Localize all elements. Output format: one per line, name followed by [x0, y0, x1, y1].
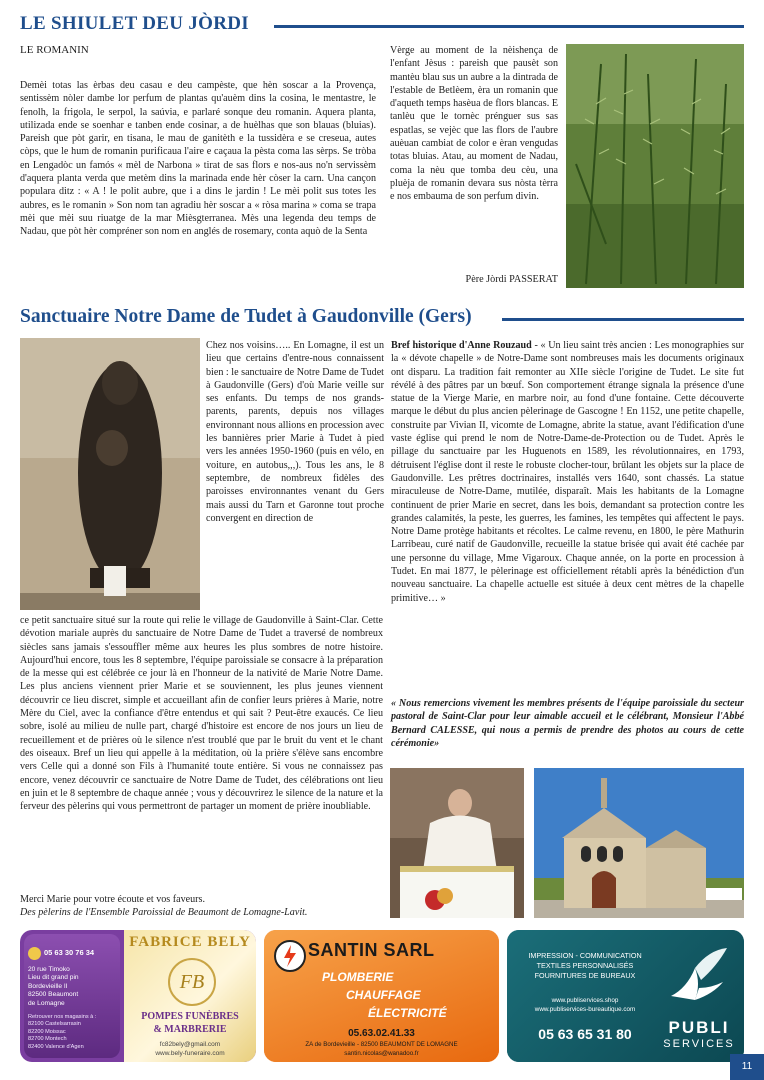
bely-phone: 05 63 30 76 34 — [44, 948, 95, 957]
bely-address: 20 rue Timoko Lieu dit grand pin Bordevieille II 82500 Beaumont de Lomagne — [28, 966, 79, 1007]
romanin-text-left: Demèi totas las èrbas deu casau e deu campèste, que hèn soscar a la Provença, sentissèm nòler dambe lor perfum de plantas qu'auèm dins la cosina, le mentastre, le fenolh, la frigola, le serpol, la saúvia, e parlaré sonque deu romanin. Aquera planta, utilizada ende se soenhar e tanben ende cosinar, a de huèlhas que son blauas (bluias). Pareish que pòt garir, en tisana, le mau de ganitèth e la tussidèra e se creseua, autes còps, que le hum de romanin purificaua l'aire e caçaua la pèsta coma las sèrps. Se tròba en Lengadòc un famós « mèl de Narbona » tirat de sas flors e nos-aus no'n servissèm d'aquera planta verda que metèm dins la marinada ende hèr còser la carn. Una cançon populara ditz : « A ! le polit aubre, que i a dins le jardin ! Le mèi polit sus totes les aubres, es le romanin » Son nom tan agradiu hèr soscar a « ròsa marina » coma se trapa mèi que mèi suu riuatge de la mar Mièsgterranea. Mès una legenda deu temps de Nadau, que pòt hèr compréner son nom en anglés de rosemary, conta aquò de la Senta — [20, 80, 376, 238]
publi-brand2: SERVICES — [663, 1038, 735, 1050]
lightning-icon — [274, 940, 306, 972]
rosemary-photo — [566, 44, 744, 288]
santin-phone: 05.63.02.41.33 — [348, 1028, 415, 1039]
chapel-photo — [534, 768, 744, 918]
bely-web[interactable]: www.bely-funeraire.com — [155, 1050, 225, 1057]
ad-fabrice-bely[interactable] — [20, 930, 256, 1062]
bely-monogram-logo: FB — [168, 958, 216, 1006]
bely-tag1: POMPES FUNÈBRES — [141, 1011, 239, 1022]
tudet-signoff: Des pèlerins de l'Ensemble Paroissial de Beaumont de Lomagne-Lavit. — [20, 907, 308, 918]
tudet-wide-text: ce petit sanctuaire situé sur la route qui relie le village de Gaudonville à Saint-Clar. Cette dévotion mariale auprès du sanctuaire de Notre Dame de Tudet a traversé de nombreux siècles sans jamais s'essouffler même aux heures les plus sombres de notre histoire. Aujourd'hui encore, tous les 8 septembre, l'équipe paroissiale se consacre à la préparation de la messe qui est célébrée ce jour là en l'honneur de la nativité de Marie Notre Dame. Les plus anciens viennent prier Marie et se souviennent, les plus jeunes viennent découvrir ce lieu discret, simple et accueillant afin de confier leurs prières à Marie, notre Mère du Ciel, avec la confiance d'être entendus et qui sait ? Peut-être exaucés. Ce lieu sobre, isolé au milieu de nulle part, chargé d'histoire est encore de nos jours un lieu de recueillement et de prières où le silence n'est troublé que par le bruit du vent et le chant des oiseaux. Bref un lieu qui appelle à la méditation, où la prière s'élève sans encombre vers Celle qui a donné son Fils à l'humanité toute entière. Si vous ne connaissez pas encore, venez découvrir ce sanctuaire de Notre Dame de Tudet, des célébrations ont lieu en juin et le 8 septembre de chaque année ; vous y découvrirez le silence de la nature et la ferveur des pèlerins qui vous permettront de partager un moment de prière inoubliable. — [20, 615, 383, 813]
publi-websites[interactable]: www.publiservices.shop www.publiservices-bureautique.com — [534, 997, 636, 1013]
thanks-block: « Nous remercions vivement les membres présents de l'équipe paroissiale du secteur pastoral de Saint-Clar pour leur aimable accueil et le célébrant, Monsieur l'Abbé Bernard CALESSE, qui nous a permis de prendre des photos au cours de cette cérémonie» — [391, 698, 744, 749]
bely-email[interactable]: fc82bely@gmail.com — [159, 1041, 221, 1048]
santin-line2: CHAUFFAGE — [346, 988, 421, 1002]
tudet-narrow-text: Chez nos voisins….. En Lomagne, il est un lieu que certains d'entre-nous connaissent bien : le sanctuaire de Notre Dame de Tudet à Gaudonville (Gers) d'où Marie veille sur ses enfants. Du temps de nos grands-parents, parents, depuis nos villages environnant nous allions en procession avec les bannières prier Marie à Tudet à pied vers les années 1950-1960 (puis en vélo, en voiture, en autobus,,,). Tous les ans, le 8 septembre, de nombreux fidèles des paroisses environnantes venant du Gers mais aussi du Tarn et Garonne tout proche convergent en direction de — [206, 340, 384, 524]
ad-publi-services[interactable] — [507, 930, 744, 1062]
publi-services-list: IMPRESSION - COMMUNICATION TEXTILES PERSONNALISÉS FOURNITURES DE BUREAUX — [528, 951, 642, 980]
priest-mass-photo — [390, 768, 524, 918]
history-text — [391, 339, 744, 605]
santin-line3: ÉLECTRICITÉ — [368, 1006, 447, 1020]
section-title-tudet: Sanctuaire Notre Dame de Tudet à Gaudonville (Gers) — [20, 306, 472, 327]
bely-stores: Retrouver nos magasins à : 82100 Castelsarrasin 82200 Moissac 82700 Montech 82400 Valence d'Agen — [28, 1014, 97, 1050]
section-title-shiulet: LE SHIULET DEU JÒRDI — [20, 13, 249, 34]
signature: Père Jòrdi PASSERAT — [465, 274, 558, 285]
bely-tag2: & MARBRERIE — [153, 1024, 227, 1035]
ad-santin-sarl[interactable] — [264, 930, 499, 1062]
bely-name: FABRICE BELY — [129, 934, 251, 950]
santin-line1: PLOMBERIE — [322, 970, 394, 984]
section-subtitle: LE ROMANIN — [20, 44, 89, 56]
romanin-text-right: Vèrge au moment de la nèishença de l'enfant Jèsus : pareish que pausèt son mantèu blau sus un aubre a la dintrada de l'estable de Betlèem, èra un romanin que d'aqueth temps hasèua de flors blancas. E tanlèu que le tornèc prénguer sus sas espatlas, se vejèc que las flors de l'aubre auèuan cambiat de color e èran vengudas totas bluias. Atau, au moment de Nadau, coma la nèu que tomba deu cèu, una pluèja de romanin devara sus nòsta tèrra e nos embauma de son perfum divin. — [390, 45, 558, 203]
tudet-thanks: Merci Marie pour votre écoute et vos faveurs. — [20, 894, 205, 905]
page-number: 11 — [730, 1054, 764, 1080]
santin-email[interactable]: santin.nicolas@wanadoo.fr — [344, 1050, 419, 1057]
publi-brand1: PUBLI — [668, 1018, 730, 1037]
publi-phone: 05 63 65 31 80 — [538, 1026, 632, 1042]
title-rule-2 — [502, 318, 744, 321]
bird-logo-icon — [665, 944, 731, 1010]
santin-address: ZA de Bordevieille - 82500 BEAUMONT DE LOMAGNE — [305, 1041, 458, 1048]
santin-name: SANTIN SARL — [308, 940, 435, 960]
history-body: - « Un lieu saint très ancien : Les monographies sur la « dévote chapelle » de Notre-Dame sont nombreuses mais les documents originaux ont disparu. La tradition fait remonter au XIIe siècle l'origine de Tudet. Le site fut révélé à des pâtres par un bœuf. Son comportement étrange signala la présence d'une statue de la Vierge Marie, en marbre noir, au fond d'une fontaine. Cette découverte marque le début du plus ancien pèlerinage de Gascogne ! En 1152, une petite chapelle, construite par Vivian II, vicomte de Lomagne, abrite la statue, avant l'édification d'une vaste église qui prend le nom de Notre-Dame-de-Protection ou de Tudet. Après le pillage du sanctuaire par les Huguenots en 1589, les révolutionnaires, en 1793, détruisent l'église dont il reste le robuste clocher-tour, brûlant les objets sur la place de Gaudonville. Les prêtres doctrinaires, installés vers 1640, sont chassés. La statue miraculeuse de Notre-Dame, mutilée, disparaît. Mais les habitants de la Lomagne continuent de prier Marie en secret, dans les bois, demandant sa protection contre les grandes calamités, la peste, les guerres, les famines, les tempêtes qui affectent le pays. Notre Dame protège habitants et récoltes. Le calme revenu, en 1800, le père Mathurin Larribeau, curé natif de Gaudonville, recueille la statue brisée qui avait été cachée par une personne du village, Mme Vigaroux. Chaque année, on la porte en procession à Tudet. En mai 1877, le pèlerinage est officiellement rétabli après la bénédiction d'un nouveau sanctuaire. La chapelle actuelle est située à deux cent mètres de la chapelle primitive… » — [391, 340, 745, 604]
madonna-statue-photo — [20, 338, 200, 610]
title-rule — [274, 25, 744, 28]
phone-icon — [28, 947, 41, 960]
history-label: Bref historique d'Anne Rouzaud — [391, 340, 532, 351]
